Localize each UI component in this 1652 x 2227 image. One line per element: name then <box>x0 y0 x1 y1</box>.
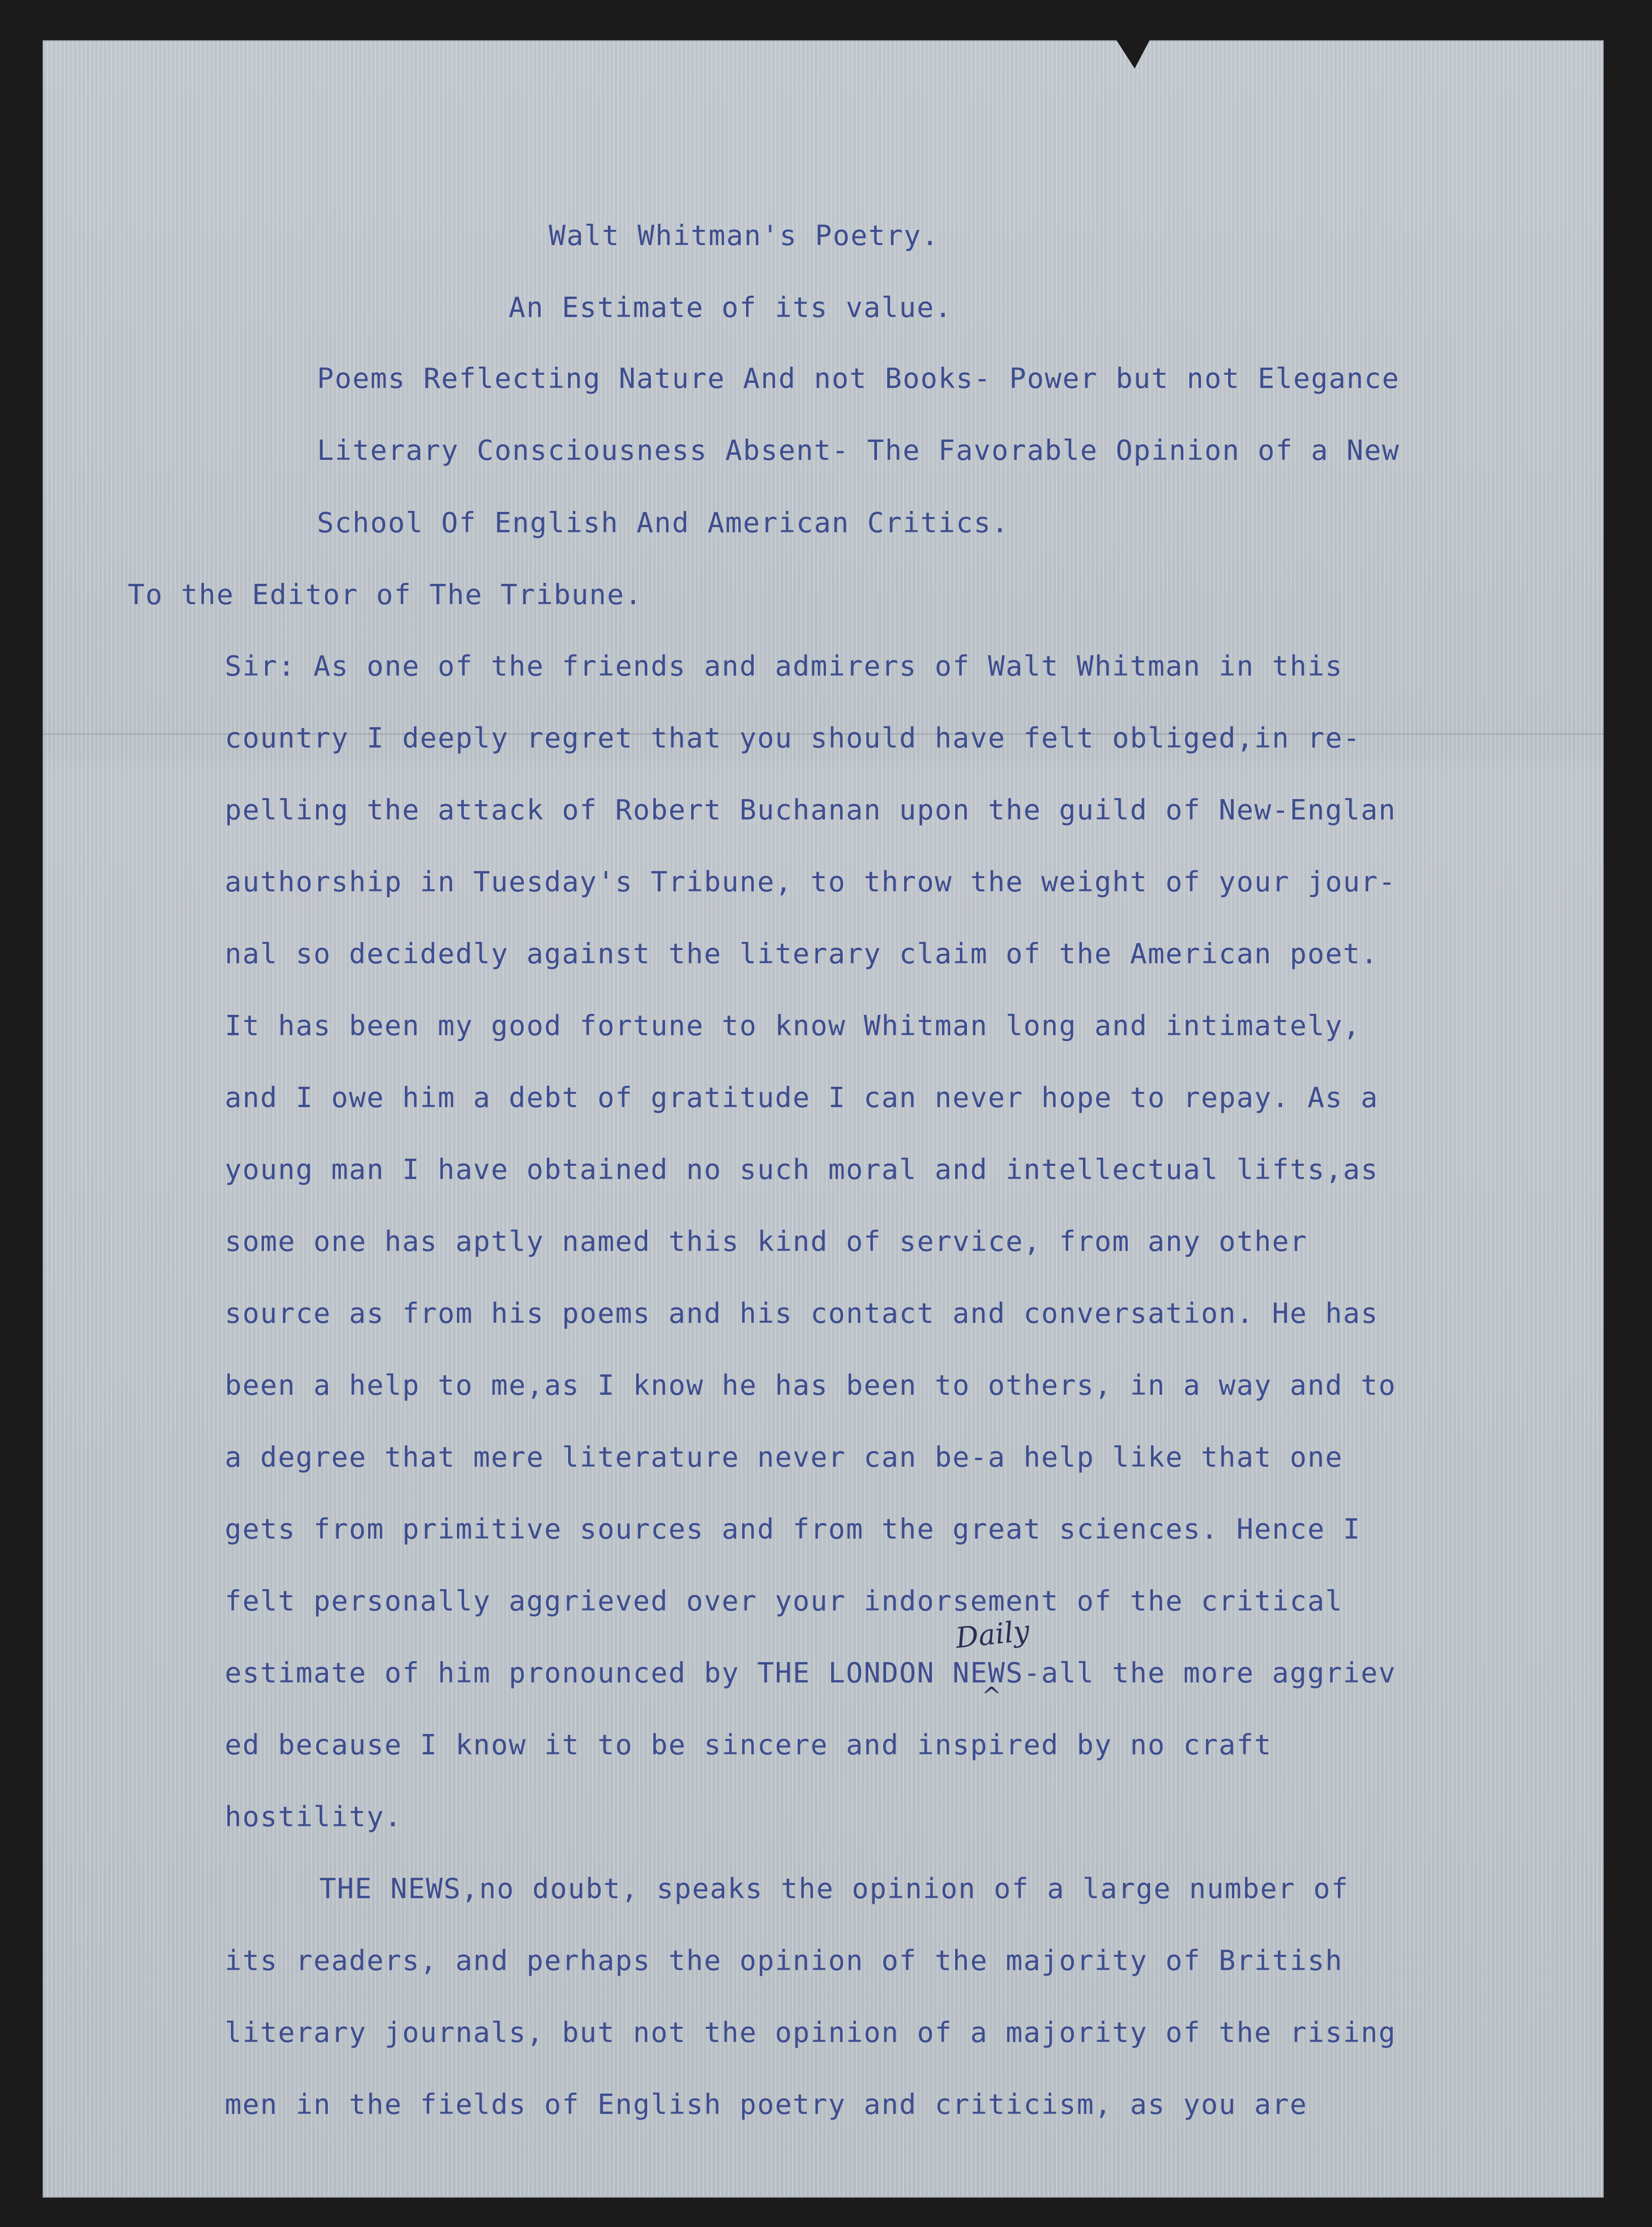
body-line: It has been my good fortune to know Whitman long and intimately, <box>225 1009 1361 1042</box>
typed-page <box>43 40 1604 2198</box>
body-line: Sir: As one of the friends and admirers of Walt Whitman in this <box>225 650 1343 682</box>
body-line: gets from primitive sources and from the great sciences. Hence I <box>225 1513 1361 1545</box>
subheading-line: Literary Consciousness Absent- The Favorable Opinion of a New <box>317 434 1400 467</box>
body-line: some one has aptly named this kind of service, from any other <box>225 1225 1308 1258</box>
body-line: been a help to me,as I know he has been to others, in a way and to <box>225 1369 1397 1401</box>
body-line: hostility. <box>225 1800 403 1833</box>
page-title: Walt Whitman's Poetry. <box>549 219 940 252</box>
body-line: felt personally aggrieved over your indorsement of the critical <box>225 1584 1343 1617</box>
body-line: THE NEWS,no doubt, speaks the opinion of a large number of <box>319 1872 1349 1905</box>
body-line: young man I have obtained no such moral and intellectual lifts,as <box>225 1153 1379 1186</box>
salutation: To the Editor of The Tribune. <box>128 578 643 611</box>
body-line: its readers, and perhaps the opinion of the majority of British <box>225 1944 1343 1977</box>
page-subtitle: An Estimate of its value. <box>509 291 953 324</box>
body-line: ed because I know it to be sincere and inspired by no craft <box>225 1728 1272 1761</box>
body-line: and I owe him a debt of gratitude I can never hope to repay. As a <box>225 1081 1379 1114</box>
body-line: authorship in Tuesday's Tribune, to throw the weight of your jour- <box>225 865 1397 898</box>
body-line: a degree that mere literature never can be-a help like that one <box>225 1441 1343 1473</box>
paper-tear <box>1116 40 1150 69</box>
insertion-caret: ^ <box>982 1682 1002 1709</box>
body-line: literary journals, but not the opinion of a majority of the rising <box>225 2016 1397 2049</box>
body-line: pelling the attack of Robert Buchanan upon the guild of New-Englan <box>225 793 1397 826</box>
body-line: country I deeply regret that you should have felt obliged,in re- <box>225 722 1361 754</box>
subheading-line: School Of English And American Critics. <box>317 506 1010 539</box>
subheading-line: Poems Reflecting Nature And not Books- Power but not Elegance <box>317 362 1400 395</box>
body-line: men in the fields of English poetry and criticism, as you are <box>225 2088 1308 2121</box>
body-line: estimate of him pronounced by THE LONDON NEWS-all the more aggriev <box>225 1656 1397 1689</box>
body-line: source as from his poems and his contact and conversation. He has <box>225 1297 1379 1329</box>
handwritten-insertion: Daily <box>954 1614 1031 1655</box>
body-line: nal so decidedly against the literary claim of the American poet. <box>225 937 1379 970</box>
